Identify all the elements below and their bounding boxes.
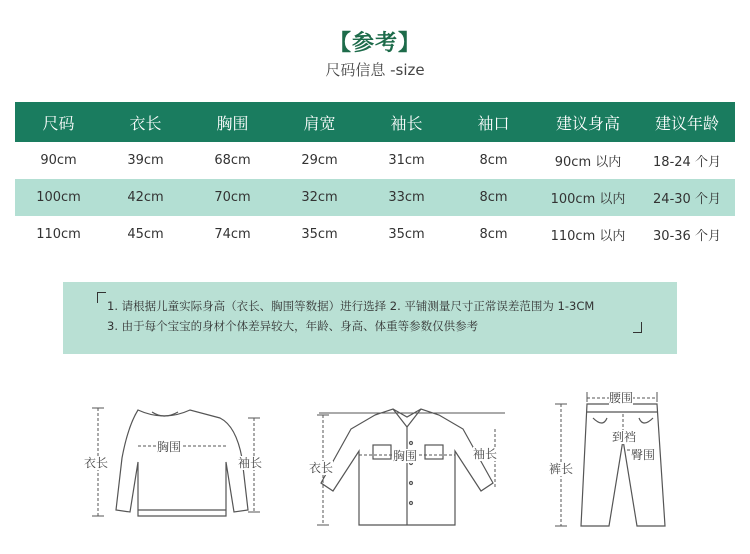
length-label: 裤长 — [549, 462, 574, 476]
sweater-diagram — [80, 398, 280, 528]
table-cell: 110cm 以内 — [550, 229, 626, 244]
notes-box — [63, 282, 677, 354]
table-cell: 45cm — [127, 227, 164, 242]
table-cell: 33cm — [363, 179, 450, 216]
column-header: 建议年龄 — [639, 102, 735, 142]
shirt-diagram — [305, 403, 515, 533]
table-cell: 35cm — [388, 227, 425, 242]
table-row — [15, 179, 735, 216]
chest-label: 胸围 — [157, 440, 182, 454]
bracket-corner-icon — [97, 292, 106, 303]
table-cell: 18-24 个月 — [653, 155, 721, 170]
shirt-icon — [305, 403, 515, 533]
length-label: 衣长 — [84, 456, 109, 470]
column-header: 尺码 — [15, 102, 102, 142]
pants-icon — [545, 390, 675, 530]
page-subtitle: 尺码信息 -size — [325, 61, 425, 79]
table-cell: 29cm — [301, 153, 338, 168]
table-cell: 42cm — [102, 179, 189, 216]
rise-label: 到裆 — [612, 430, 637, 444]
table-cell: 68cm — [214, 153, 251, 168]
note-line-1: 1. 请根据儿童实际身高（衣长、胸围等数据）进行选择 2. 平铺测量尺寸正常误差范围为 1-3CM — [107, 299, 595, 313]
table-cell: 31cm — [388, 153, 425, 168]
page-title: 【参考】 — [328, 31, 421, 56]
column-header: 胸围 — [189, 102, 276, 142]
table-cell: 8cm — [450, 179, 537, 216]
table-cell: 30-36 个月 — [653, 229, 721, 244]
column-header: 袖长 — [363, 102, 450, 142]
chest-label: 胸围 — [393, 449, 418, 463]
column-header: 袖口 — [450, 102, 537, 142]
waist-label: 腰围 — [609, 391, 634, 405]
table-cell: 39cm — [127, 153, 164, 168]
table-cell: 32cm — [276, 179, 363, 216]
pants-diagram — [545, 390, 675, 530]
table-cell: 35cm — [301, 227, 338, 242]
table-cell: 8cm — [479, 153, 508, 168]
column-header: 肩宽 — [276, 102, 363, 142]
table-cell: 100cm 以内 — [537, 179, 639, 216]
column-header: 衣长 — [102, 102, 189, 142]
hip-label: 臀围 — [631, 448, 656, 462]
length-label: 衣长 — [309, 461, 334, 475]
column-header: 建议身高 — [537, 102, 639, 142]
table-cell: 100cm — [15, 179, 102, 216]
sleeve-label: 袖长 — [238, 456, 263, 470]
table-cell: 70cm — [189, 179, 276, 216]
size-table — [15, 102, 735, 253]
table-cell: 90cm — [40, 153, 77, 168]
table-cell: 110cm — [36, 227, 81, 242]
table-cell: 90cm 以内 — [554, 155, 622, 170]
table-cell: 8cm — [479, 227, 508, 242]
bracket-corner-icon — [633, 322, 642, 333]
sleeve-label: 袖长 — [473, 447, 498, 461]
table-row — [15, 216, 735, 253]
table-header-row — [15, 102, 735, 142]
table-row — [15, 142, 735, 179]
table-cell: 74cm — [214, 227, 251, 242]
table-cell: 24-30 个月 — [639, 179, 735, 216]
note-line-2: 3. 由于每个宝宝的身材个体差异较大，年龄、身高、体重等参数仅供参考 — [107, 319, 479, 333]
